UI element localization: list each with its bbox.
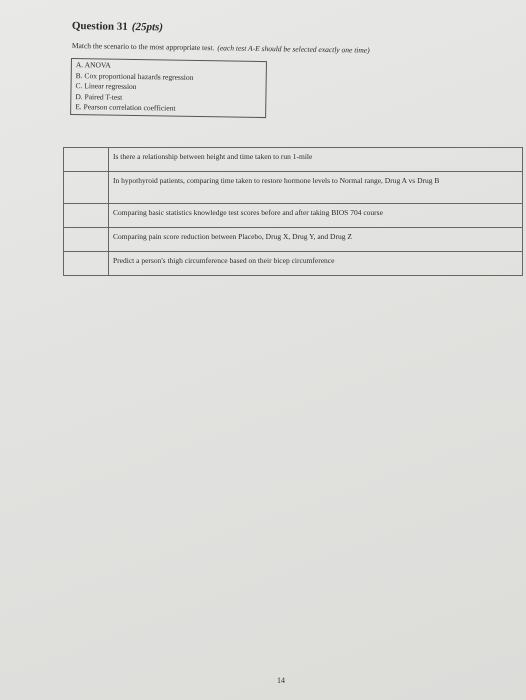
table-row [64,148,523,172]
table-row [64,228,523,252]
question-instruction [72,41,370,55]
instruction-text: Match the scenario to the most appropriate test. [71,41,215,53]
option-e: E. Pearson correlation coefficient [75,102,176,113]
answer-cell-4[interactable] [64,228,109,252]
question-title [72,20,163,33]
page-number: 14 [277,676,285,685]
test-options-box [70,58,267,118]
table-row [64,204,523,228]
option-c: C. Linear regression [75,81,137,92]
option-d: D. Paired T-test [75,91,123,102]
scenario-1: Is there a relationship between height and time taken to run 1-mile [109,148,523,172]
question-points: (25pts) [131,20,164,34]
answer-cell-2[interactable] [64,172,109,204]
scenario-5: Predict a person's thigh circumference based on their bicep circumference [109,252,523,276]
table-row [64,252,523,276]
scenario-2: In hypothyroid patients, comparing time taken to restore hormone levels to Normal range, Drug A vs Drug B [109,172,523,204]
option-b: B. Cox proportional hazards regression [75,70,194,82]
instruction-note: (each test A-E should be selected exactly one time) [217,43,370,55]
option-a: A. ANOVA [75,60,111,70]
answer-cell-1[interactable] [64,148,109,172]
scenario-matching-table [63,147,523,276]
answer-cell-5[interactable] [64,252,109,276]
scenario-4: Comparing pain score reduction between Placebo, Drug X, Drug Y, and Drug Z [109,228,523,252]
table-row [64,172,523,204]
scenario-3: Comparing basic statistics knowledge test scores before and after taking BIOS 704 course [109,204,523,228]
question-number: Question 31 [71,20,128,33]
answer-cell-3[interactable] [64,204,109,228]
